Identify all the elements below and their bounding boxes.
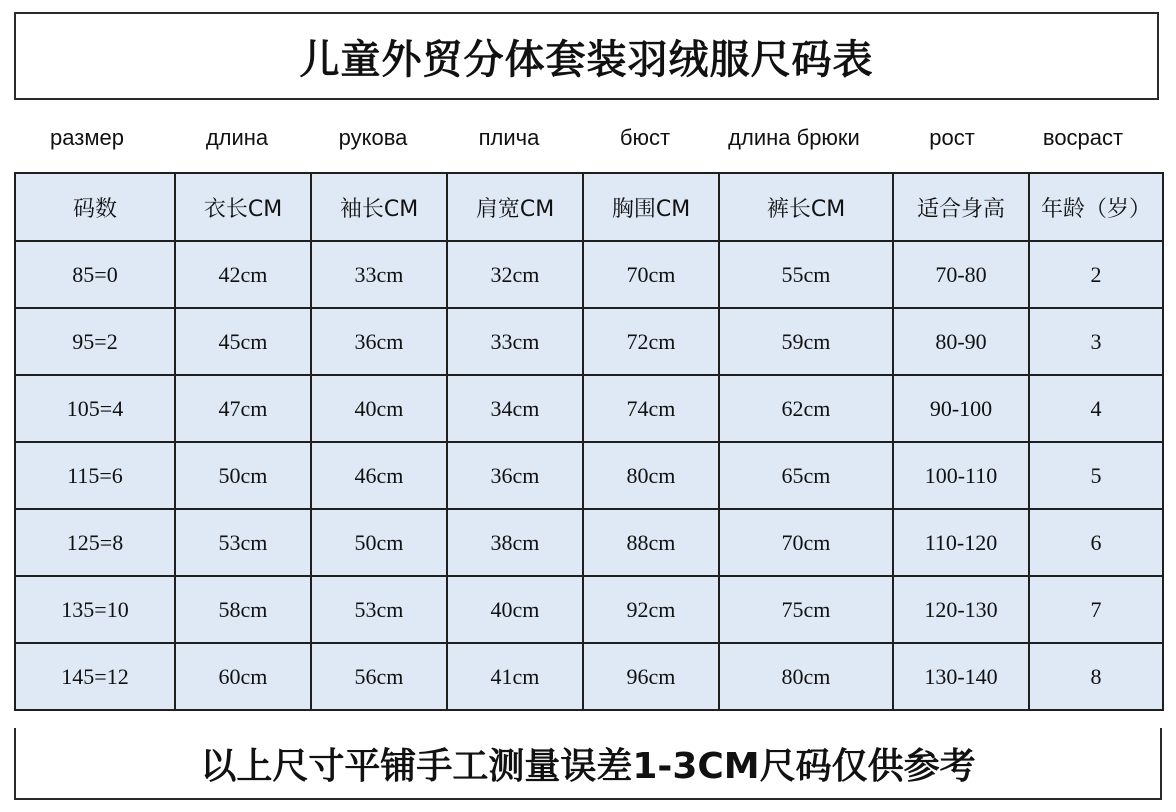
table-row (15, 375, 1163, 442)
cell-size: 105=4 (15, 375, 175, 442)
header-length: 衣长CM (175, 173, 311, 241)
cell-length: 45cm (175, 308, 311, 375)
cell-size: 115=6 (15, 442, 175, 509)
cell-bust: 70cm (583, 241, 719, 308)
cell-bust: 72cm (583, 308, 719, 375)
cell-height: 80-90 (893, 308, 1029, 375)
footer-box (14, 728, 1162, 800)
table-header-row (15, 173, 1163, 241)
cell-shoulder: 33cm (447, 308, 583, 375)
cell-height: 120-130 (893, 576, 1029, 643)
ru-header-bust: бюст (619, 125, 671, 150)
size-table-wrapper (14, 172, 1162, 711)
cell-age: 5 (1029, 442, 1163, 509)
header-pants-length: 裤长CM (719, 173, 893, 241)
header-size: 码数 (15, 173, 175, 241)
cell-sleeve: 36cm (311, 308, 447, 375)
header-sleeve: 袖长CM (311, 173, 447, 241)
cell-age: 3 (1029, 308, 1163, 375)
cell-bust: 92cm (583, 576, 719, 643)
cell-height: 70-80 (893, 241, 1029, 308)
header-height: 适合身高 (893, 173, 1029, 241)
cell-bust: 74cm (583, 375, 719, 442)
cell-size: 135=10 (15, 576, 175, 643)
cell-shoulder: 40cm (447, 576, 583, 643)
header-bust: 胸围CM (583, 173, 719, 241)
cell-sleeve: 33cm (311, 241, 447, 308)
cell-shoulder: 38cm (447, 509, 583, 576)
cell-bust: 80cm (583, 442, 719, 509)
cell-pants-length: 62cm (719, 375, 893, 442)
cell-length: 53cm (175, 509, 311, 576)
cell-sleeve: 50cm (311, 509, 447, 576)
ru-header-shoulder: плича (478, 125, 540, 150)
cell-sleeve: 40cm (311, 375, 447, 442)
cell-pants-length: 75cm (719, 576, 893, 643)
ru-header-height: рост (929, 125, 975, 150)
cell-pants-length: 65cm (719, 442, 893, 509)
russian-header-row (14, 110, 1159, 166)
cell-bust: 96cm (583, 643, 719, 710)
ru-header-length: длина (205, 125, 269, 150)
cell-height: 130-140 (893, 643, 1029, 710)
cell-pants-length: 70cm (719, 509, 893, 576)
ru-header-sleeve: рукова (338, 125, 408, 150)
header-age: 年龄（岁） (1029, 173, 1163, 241)
cell-size: 95=2 (15, 308, 175, 375)
page-title: 儿童外贸分体套装羽绒服尺码表 (299, 36, 874, 83)
cell-age: 4 (1029, 375, 1163, 442)
cell-height: 100-110 (893, 442, 1029, 509)
cell-shoulder: 34cm (447, 375, 583, 442)
ru-header-age: восраст (1042, 125, 1124, 150)
table-row (15, 643, 1163, 710)
cell-length: 47cm (175, 375, 311, 442)
cell-length: 58cm (175, 576, 311, 643)
cell-sleeve: 53cm (311, 576, 447, 643)
cell-age: 6 (1029, 509, 1163, 576)
cell-sleeve: 46cm (311, 442, 447, 509)
cell-shoulder: 32cm (447, 241, 583, 308)
table-row (15, 576, 1163, 643)
cell-age: 8 (1029, 643, 1163, 710)
table-row (15, 509, 1163, 576)
cell-shoulder: 41cm (447, 643, 583, 710)
cell-pants-length: 80cm (719, 643, 893, 710)
table-row (15, 442, 1163, 509)
title-box (14, 12, 1159, 100)
ru-header-size: размер (50, 125, 124, 150)
ru-header-pants-length: длина брюки (728, 125, 860, 150)
cell-sleeve: 56cm (311, 643, 447, 710)
size-table (14, 172, 1164, 711)
cell-height: 90-100 (893, 375, 1029, 442)
cell-bust: 88cm (583, 509, 719, 576)
cell-shoulder: 36cm (447, 442, 583, 509)
cell-pants-length: 55cm (719, 241, 893, 308)
header-shoulder: 肩宽CM (447, 173, 583, 241)
cell-length: 50cm (175, 442, 311, 509)
cell-length: 60cm (175, 643, 311, 710)
table-row (15, 308, 1163, 375)
cell-size: 85=0 (15, 241, 175, 308)
cell-size: 145=12 (15, 643, 175, 710)
cell-size: 125=8 (15, 509, 175, 576)
cell-pants-length: 59cm (719, 308, 893, 375)
footer-note: 以上尺寸平铺手工测量误差1-3CM尺码仅供参考 (200, 745, 976, 787)
cell-age: 2 (1029, 241, 1163, 308)
cell-height: 110-120 (893, 509, 1029, 576)
table-row (15, 241, 1163, 308)
cell-length: 42cm (175, 241, 311, 308)
cell-age: 7 (1029, 576, 1163, 643)
